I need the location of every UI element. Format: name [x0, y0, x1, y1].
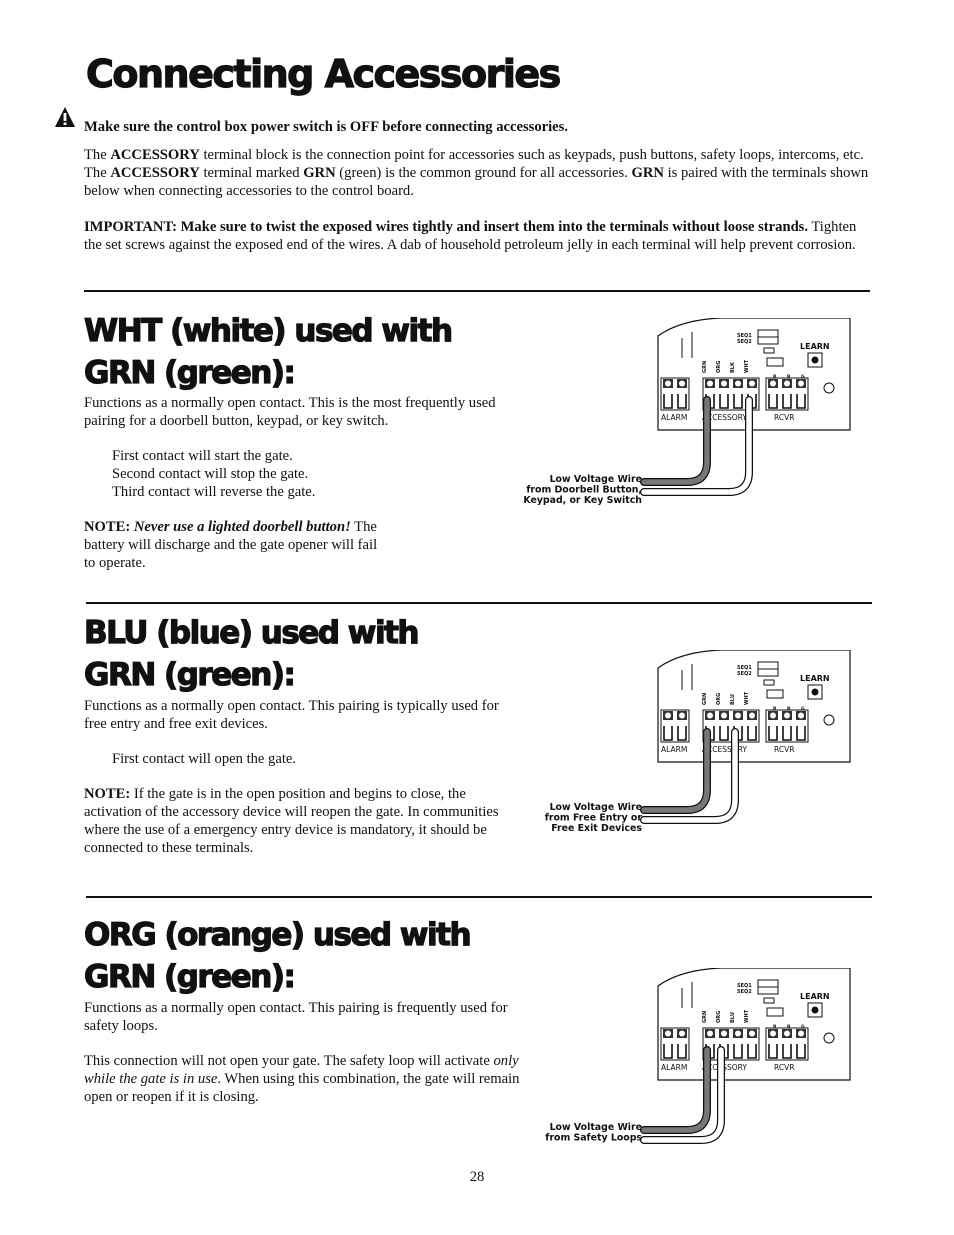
- important-paragraph: IMPORTANT: Make sure to twist the exposed wires tightly and insert them into the terminals without loose strands. Tighten the set screws against the exposed end of the wires. A dab of household petroleum jelly in each terminal will help prevent corrosion.: [84, 219, 857, 253]
- accessory-label: ACCESSORY: [702, 1063, 747, 1072]
- page-number: 28: [469, 1169, 485, 1185]
- accessory-terminal-screw-head: [707, 713, 713, 719]
- terminal-label: ORG: [716, 1010, 722, 1023]
- org-para-2: This connection will not open your gate. The safety loop will activate only while the gate is in use. When using this combination, the gate will remain open or reopen if it is closing.: [84, 1053, 520, 1105]
- terminal-label: WHT: [744, 691, 750, 705]
- component: [767, 1008, 783, 1016]
- intro-paragraph: The ACCESSORY terminal block is the connection point for accessories such as keypads, push buttons, safety loops, intercoms, etc. The ACCESSORY terminal marked GRN (green) is the common ground for all accessories. GRN is paired with the terminals shown below when connecting accessories to the control board.: [84, 147, 869, 199]
- section-wht-heading: WHT (white) used with GRN (green):: [84, 313, 452, 391]
- wht-step-1: First contact will start the gate.: [112, 448, 293, 464]
- rcvr-terminal-screw-head: [770, 1031, 776, 1037]
- rcvr-label: RCVR: [774, 745, 795, 754]
- learn-label: LEARN: [800, 992, 830, 1001]
- divider-2: [86, 602, 872, 604]
- seq1-label: SEQ1: [737, 665, 752, 671]
- terminal-label: ORG: [716, 360, 722, 373]
- rcvr-terminal-screw-head: [784, 713, 790, 719]
- section-wht-text: [84, 394, 539, 572]
- wht-step-2: Second contact will stop the gate.: [112, 466, 309, 482]
- alarm-terminal-screw-head: [665, 1031, 671, 1037]
- component: [764, 680, 774, 685]
- wht-desc: Functions as a normally open contact. This is the most frequently used pairing for a doorbell button, keypad, or key switch.: [84, 395, 496, 429]
- terminal-label: GRN: [702, 360, 708, 373]
- accessory-terminal-screw-head: [707, 1031, 713, 1037]
- rcvr-label: RCVR: [774, 1063, 795, 1072]
- accessory-terminal-screw-head: [707, 381, 713, 387]
- blu-desc: Functions as a normally open contact. This pairing is typically used for free entry and free exit devices.: [84, 698, 499, 732]
- wire-label-line: Low Voltage Wire: [549, 802, 642, 813]
- accessory-label: ACCESSORY: [702, 413, 747, 422]
- led-indicator: [824, 383, 834, 393]
- accessory-terminal-screw-head: [721, 381, 727, 387]
- rcvr-terminal-screw-head: [784, 1031, 790, 1037]
- terminal-label: WHT: [744, 1009, 750, 1023]
- page-title: Connecting Accessories: [86, 52, 560, 96]
- alarm-label: ALARM: [661, 1063, 688, 1072]
- wire-label-line: Low Voltage Wire: [549, 1122, 642, 1133]
- alarm-terminal-screw-head: [679, 1031, 685, 1037]
- alarm-terminal-screw-head: [665, 713, 671, 719]
- wire-label-line: from Free Entry or: [544, 812, 642, 824]
- wire-label-line: Keypad, or Key Switch: [523, 495, 642, 506]
- accessory-terminal-screw-head: [735, 713, 741, 719]
- board-svg: [490, 650, 860, 850]
- blu-step-1: First contact will open the gate.: [112, 751, 296, 767]
- terminal-label: GRN: [702, 1010, 708, 1023]
- accessory-terminal-screw-head: [735, 1031, 741, 1037]
- section-blu-text: [84, 697, 499, 857]
- terminal-label: WHT: [744, 359, 750, 373]
- blu-note: NOTE: If the gate is in the open position and begins to close, the activation of the accessory device will reopen the gate. In communities where the use of a emergency entry device is mandatory, it should be connected to these terminals.: [84, 786, 499, 856]
- learn-button-dot: [812, 689, 819, 696]
- seq1-label: SEQ1: [737, 983, 752, 989]
- terminal-label: ORG: [716, 692, 722, 705]
- component: [767, 690, 783, 698]
- seq1-label: SEQ1: [737, 333, 752, 339]
- component: [764, 998, 774, 1003]
- component: [764, 348, 774, 353]
- seq2-label: SEQ2: [737, 671, 752, 677]
- learn-button-dot: [812, 357, 819, 364]
- alarm-terminal-screw-head: [679, 713, 685, 719]
- board-diagram-blu: [490, 650, 860, 850]
- terminal-label: GRN: [702, 692, 708, 705]
- alarm-label: ALARM: [661, 745, 688, 754]
- wht-step-3: Third contact will reverse the gate.: [112, 484, 316, 500]
- rcvr-terminal-screw-head: [784, 381, 790, 387]
- led-indicator: [824, 1033, 834, 1043]
- board-diagram-wht: [490, 318, 860, 518]
- warning-text: Make sure the control box power switch is OFF before connecting accessories.: [84, 119, 568, 135]
- accessory-terminal-screw-head: [735, 381, 741, 387]
- board-svg: [490, 968, 860, 1168]
- seq2-label: SEQ2: [737, 989, 752, 995]
- section-org-text: [84, 999, 529, 1106]
- accessory-terminal-screw-head: [749, 381, 755, 387]
- rcvr-terminal-screw-head: [770, 713, 776, 719]
- rcvr-terminal-screw-head: [798, 1031, 804, 1037]
- learn-label: LEARN: [800, 342, 830, 351]
- rcvr-terminal-screw-head: [798, 381, 804, 387]
- rcvr-label: RCVR: [774, 413, 795, 422]
- divider-1: [84, 290, 870, 292]
- wht-note: NOTE: Never use a lighted doorbell button! The battery will discharge and the gate opener will fail to operate.: [84, 519, 378, 571]
- alarm-terminal-screw-head: [665, 381, 671, 387]
- rcvr-terminal-screw-head: [770, 381, 776, 387]
- led-indicator: [824, 715, 834, 725]
- section-org-heading: ORG (orange) used with GRN (green):: [84, 917, 471, 995]
- wire-label-line: from Doorbell Button,: [526, 484, 642, 496]
- seq2-label: SEQ2: [737, 339, 752, 345]
- terminal-label: BLU: [730, 1012, 736, 1023]
- accessory-label: ACCESSORY: [702, 745, 747, 754]
- wire-label-line: from Safety Loops: [545, 1132, 642, 1144]
- board-svg: [490, 318, 860, 518]
- accessory-terminal-screw-head: [749, 713, 755, 719]
- wire-label-line: Free Exit Devices: [551, 823, 642, 834]
- terminal-label: BLU: [730, 694, 736, 705]
- divider-3: [86, 896, 872, 898]
- section-blu-heading: BLU (blue) used with GRN (green):: [84, 615, 418, 693]
- accessory-terminal-screw-head: [749, 1031, 755, 1037]
- component: [767, 358, 783, 366]
- alarm-terminal-screw-head: [679, 381, 685, 387]
- wire-label-line: Low Voltage Wire: [549, 474, 642, 485]
- board-diagram-org: [490, 968, 860, 1168]
- terminal-label: BLK: [730, 362, 736, 373]
- rcvr-terminal-screw-head: [798, 713, 804, 719]
- learn-label: LEARN: [800, 674, 830, 683]
- learn-button-dot: [812, 1007, 819, 1014]
- accessory-terminal-screw-head: [721, 713, 727, 719]
- accessory-terminal-screw-head: [721, 1031, 727, 1037]
- alarm-label: ALARM: [661, 413, 688, 422]
- org-desc: Functions as a normally open contact. This pairing is frequently used for safety loops.: [84, 1000, 508, 1034]
- warning-triangle-icon: [54, 106, 76, 128]
